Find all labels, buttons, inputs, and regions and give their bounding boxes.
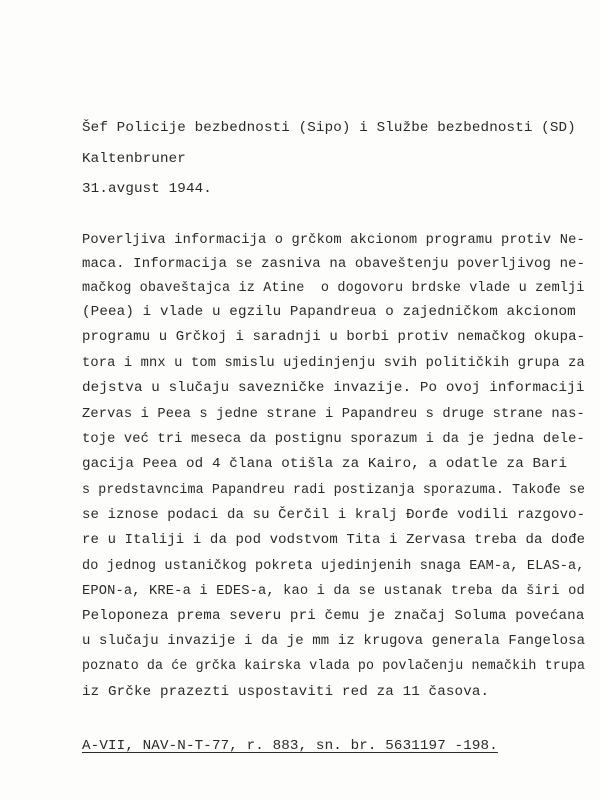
- body-line: gacija Peea od 4 člana otišla za Kairo, a odatle za Bari: [82, 456, 568, 472]
- body-line: tora i mnx u tom smislu ujedinjenju svih političkih grupa za: [82, 355, 585, 371]
- body-line: u slučaju invazije i da je mm iz krugova generala Fangelosa: [82, 633, 586, 649]
- sender-name: Kaltenbruner: [82, 151, 186, 167]
- body-line: se iznose podaci da su Čerčil i kralj Đorđe vodili razgovo-: [82, 507, 586, 523]
- body-line: Peloponeza prema severu pri čemu je značaj Soluma povećana: [82, 608, 585, 624]
- body-line: toje već tri meseca da postignu sporazum i da je jedna dele-: [82, 431, 585, 447]
- body-line: Zervas i Peea s jedne strane i Papandreu s druge strane nas-: [82, 406, 585, 422]
- body-line: do jednog ustaničkog pokreta ujedinjenih snaga EAM-a, ELAS-a,: [82, 558, 585, 574]
- body-line: maca. Informacija se zasniva na obaveštenju poverljivog ne-: [82, 256, 586, 272]
- body-line: programu u Grčkoj i saradnji u borbi protiv nemačkog okupa-: [82, 329, 586, 345]
- body-line: iz Grčke prazezti uspostaviti red za 11 časova.: [82, 684, 490, 700]
- body-line: Poverljiva informacija o grčkom akcionom programu protiv Ne-: [82, 232, 585, 248]
- body-line: mačkog obaveštajca iz Atine o dogovoru brdske vlade u zemlji: [82, 280, 585, 296]
- sender-title: Šef Policije bezbednosti (Sipo) i Službe bezbednosti (SD): [82, 120, 576, 136]
- body-line: (Peea) i vlade u egzilu Papandreua o zajedničkom akcionom: [82, 304, 576, 320]
- body-line: s predstavncima Papandreu radi postizanja sporazuma. Takođe se: [82, 482, 586, 498]
- body-line: dejstva u slučaju savezničke invazije. Po ovoj informaciji: [82, 380, 585, 396]
- archive-reference: A-VII, NAV-N-T-77, r. 883, sn. br. 5631197 -198.: [82, 738, 498, 754]
- body-line: poznato da će grčka kairska vlada po povlačenju nemačkih trupa: [82, 658, 586, 674]
- document-date: 31.avgust 1944.: [82, 181, 212, 197]
- body-line: re u Italiji i da pod vodstvom Tita i Zervasa treba da dođe: [82, 532, 586, 548]
- body-line: EPON-a, KRE-a i EDES-a, kao i da se ustanak treba da širi od: [82, 583, 585, 599]
